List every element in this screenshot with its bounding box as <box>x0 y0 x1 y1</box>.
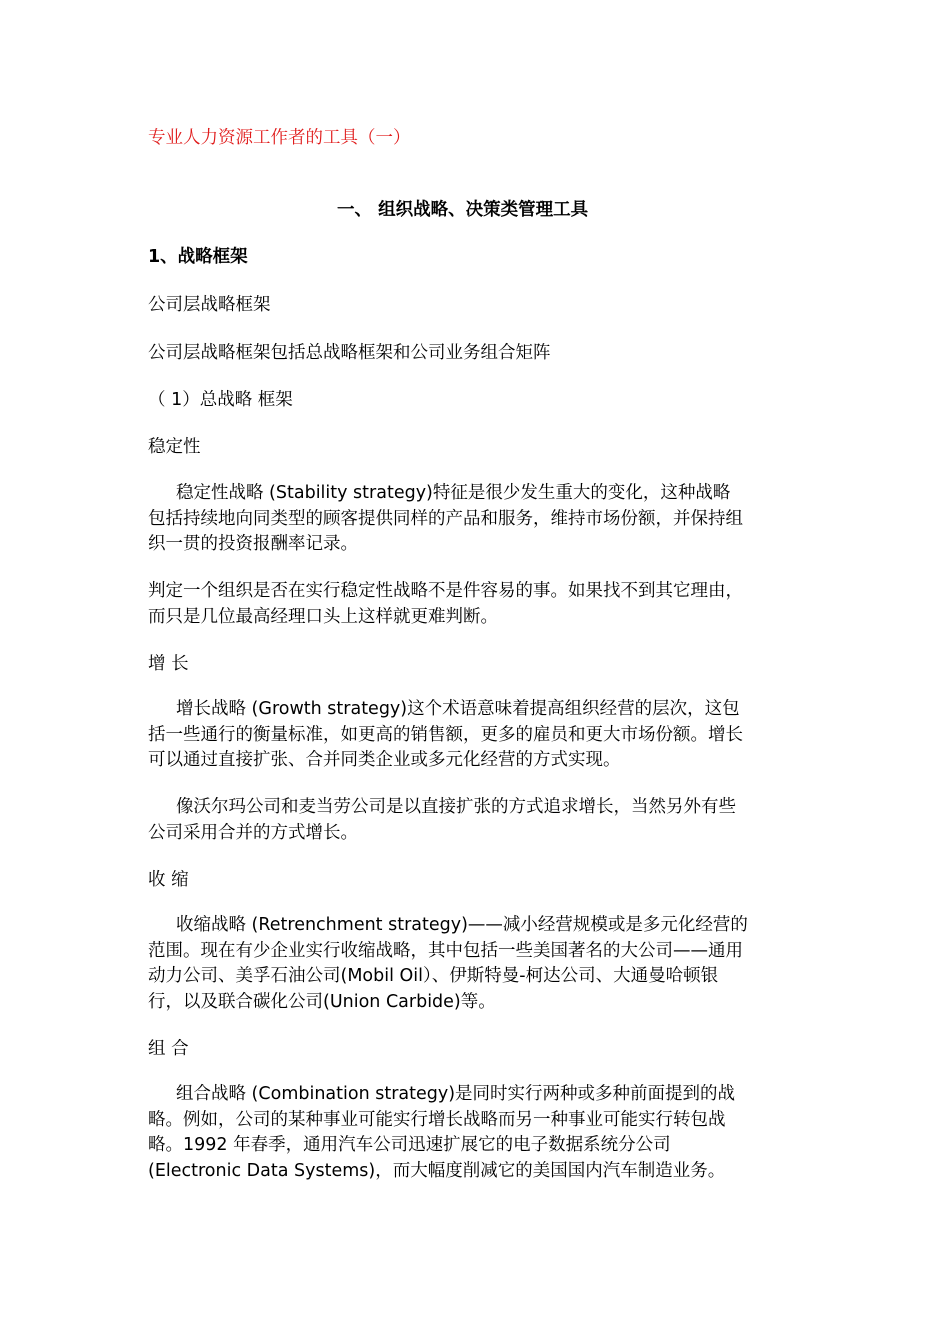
subsection-heading: 1、战略框架 <box>148 247 248 267</box>
corporate-framework-intro: 公司层战略框架包括总战略框架和公司业务组合矩阵 <box>148 343 551 363</box>
growth-paragraph-2 <box>148 795 808 846</box>
stability-paragraph-1 <box>148 481 808 558</box>
paragraph-line: 收缩战略 (Retrenchment strategy)——减小经营规模或是多元化经营的 <box>176 915 748 935</box>
paragraph-line: 织一贯的投资报酬率记录。 <box>148 534 358 554</box>
growth-heading: 增 长 <box>148 654 189 674</box>
paragraph-line: 稳定性战略 (Stability strategy)特征是很少发生重大的变化，这种战略 <box>176 483 731 503</box>
combination-paragraph-1 <box>148 1082 808 1184</box>
paragraph-line: 行，以及联合碳化公司(Union Carbide)等。 <box>148 991 496 1012</box>
paragraph-line: 公司采用合并的方式增长。 <box>148 822 358 843</box>
stability-heading: 稳定性 <box>148 437 201 457</box>
paragraph-line: 范围。现在有少企业实行收缩战略，其中包括一些美国著名的大公司——通用 <box>148 940 743 961</box>
paragraph-line: (Electronic Data Systems)，而大幅度削减它的美国国内汽车制造业务。 <box>148 1160 726 1181</box>
paragraph-line: 可以通过直接扩张、合并同类企业或多元化经营的方式实现。 <box>148 750 621 770</box>
paragraph-line: 括一些通行的衡量标准，如更高的销售额，更多的雇员和更大市场份额。增长 <box>148 724 743 745</box>
stability-paragraph-2 <box>148 579 808 630</box>
paragraph-line: 判定一个组织是否在实行稳定性战略不是件容易的事。如果找不到其它理由， <box>148 581 743 601</box>
paragraph-line: 组合战略 (Combination strategy)是同时实行两种或多种前面提到的战 <box>176 1084 736 1104</box>
combination-heading: 组 合 <box>148 1039 189 1059</box>
paragraph-line: 而只是几位最高经理口头上这样就更难判断。 <box>148 606 498 627</box>
paragraph-line: 略。1992 年春季，通用汽车公司迅速扩展它的电子数据系统分公司 <box>148 1135 671 1155</box>
corporate-framework-heading: 公司层战略框架 <box>148 295 271 315</box>
paragraph-line: 略。例如，公司的某种事业可能实行增长战略而另一种事业可能实行转包战 <box>148 1109 726 1130</box>
paragraph-line: 像沃尔玛公司和麦当劳公司是以直接扩张的方式追求增长，当然另外有些 <box>176 797 736 817</box>
document-title: 专业人力资源工作者的工具（一） <box>148 128 411 148</box>
paragraph-line: 包括持续地向同类型的顾客提供同样的产品和服务，维持市场份额，并保持组 <box>148 508 743 529</box>
paragraph-line: 动力公司、美孚石油公司(Mobil Oil）、伊斯特曼-柯达公司、大通曼哈顿银 <box>148 966 719 986</box>
overall-strategy-heading: （ 1）总战略 框架 <box>148 390 293 410</box>
section-heading: 一、 组织战略、决策类管理工具 <box>337 200 589 220</box>
growth-paragraph-1 <box>148 697 808 774</box>
retrenchment-paragraph-1 <box>148 913 808 1015</box>
paragraph-line: 增长战略 (Growth strategy)这个术语意味着提高组织经营的层次，这包 <box>176 699 740 719</box>
retrenchment-heading: 收 缩 <box>148 870 189 890</box>
